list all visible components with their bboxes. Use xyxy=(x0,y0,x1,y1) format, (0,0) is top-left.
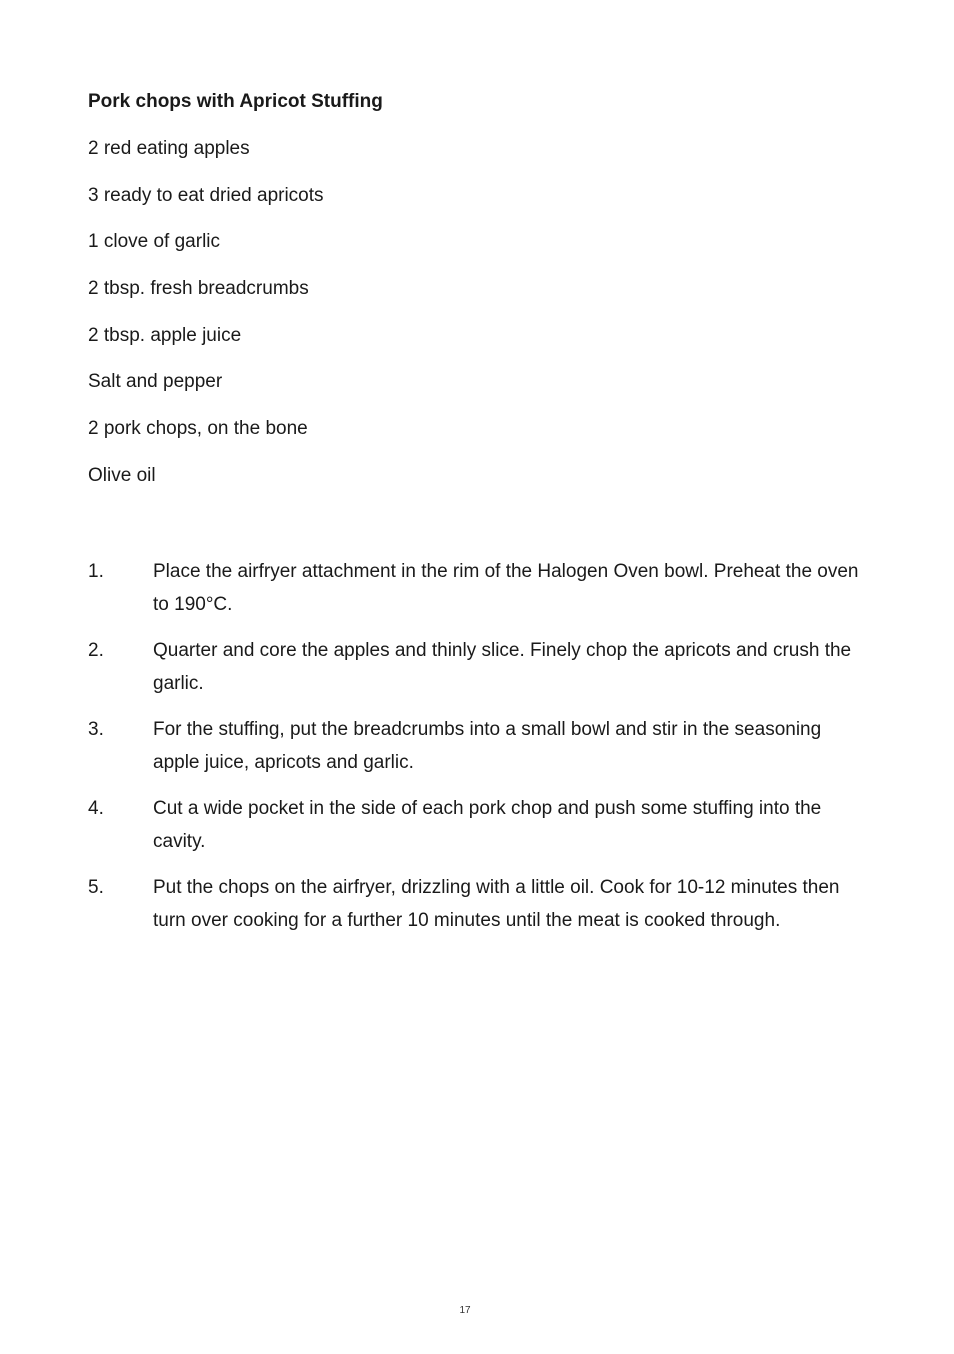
step-text: For the stuffing, put the breadcrumbs into a small bowl and stir in the seasoning apple juice, apricots and garlic. xyxy=(153,719,822,773)
ingredient-item: 2 tbsp. fresh breadcrumbs xyxy=(88,278,309,300)
ingredient-item: 1 clove of garlic xyxy=(88,231,221,253)
step-number: 4. xyxy=(88,798,104,819)
method-step xyxy=(88,871,868,937)
step-number: 2. xyxy=(88,640,104,661)
method-step xyxy=(88,634,868,700)
ingredient-item: Salt and pepper xyxy=(88,371,223,393)
method-step xyxy=(88,792,868,858)
page-number: 17 xyxy=(459,1305,471,1316)
step-text: Put the chops on the airfryer, drizzling with a little oil. Cook for 10-12 minutes then turn over cooking for a further 10 minutes until the meat is cooked through. xyxy=(153,877,840,931)
ingredient-item: 2 red eating apples xyxy=(88,138,250,159)
step-number: 3. xyxy=(88,719,104,740)
ingredient-item: 2 tbsp. apple juice xyxy=(88,324,242,346)
recipe-title: Pork chops with Apricot Stuffing xyxy=(88,91,383,112)
step-text: Place the airfryer attachment in the rim of the Halogen Oven bowl. Preheat the oven to 190°C. xyxy=(153,561,859,615)
method-step xyxy=(88,555,868,621)
method-step xyxy=(88,713,868,779)
ingredient-list xyxy=(88,136,324,510)
step-text: Cut a wide pocket in the side of each pork chop and push some stuffing into the cavity. xyxy=(153,798,822,852)
step-text: Quarter and core the apples and thinly slice. Finely chop the apricots and crush the garlic. xyxy=(153,640,852,694)
method-steps xyxy=(88,555,868,950)
ingredient-item: 2 pork chops, on the bone xyxy=(88,418,308,440)
ingredient-item: Olive oil xyxy=(88,464,156,486)
ingredient-item: 3 ready to eat dried apricots xyxy=(88,184,324,206)
step-number: 5. xyxy=(88,877,104,898)
step-number: 1. xyxy=(88,561,104,582)
